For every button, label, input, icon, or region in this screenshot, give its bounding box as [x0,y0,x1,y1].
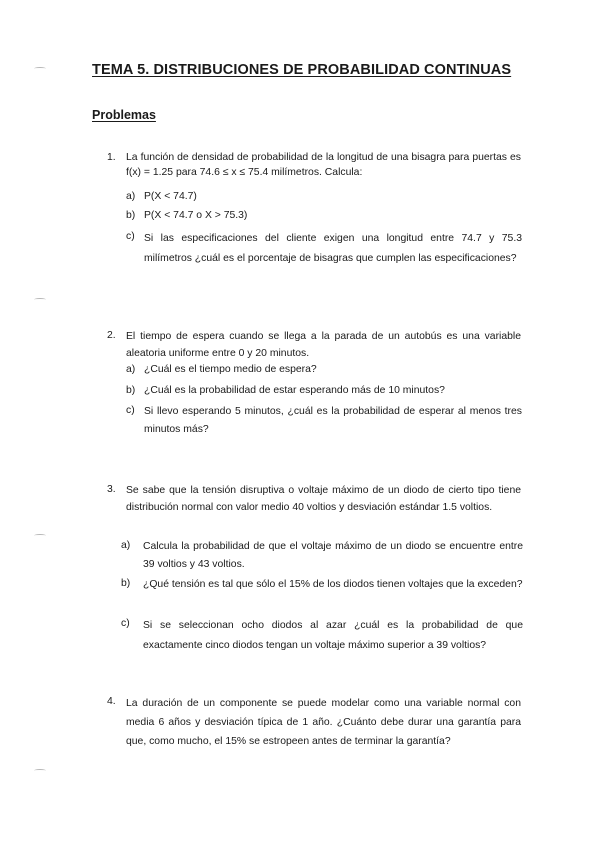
part-label: b) [126,210,136,221]
part-text: Si se seleccionan ocho diodos al azar ¿cuál es la probabilidad de que exactamente cinco diodos tengan un voltaje máximo superior a 39 voltios? [143,620,523,651]
problem-statement: Se sabe que la tensión disruptiva o voltaje máximo de un diodo de cierto tipo tiene distribución normal con valor medio 40 voltios y desviación estándar 1.5 voltios. [126,485,521,513]
part-text: Calcula la probabilidad de que el voltaje máximo de un diodo se encuentre entre 39 voltios y 43 voltios. [143,541,523,570]
problem-part [121,538,523,574]
problem-number: 3. [107,484,116,495]
problem-statement: El tiempo de espera cuando se llega a la parada de un autobús es una variable aleatoria uniforme entre 0 y 20 minutos. [126,331,521,359]
part-text: Si las especificaciones del cliente exigen una longitud entre 74.7 y 75.3 milímetros ¿cuál es el porcentaje de bisagras que cumplen las especificaciones? [144,233,522,264]
scan-mark [34,769,46,772]
problem-part [126,229,522,279]
problem-4 [107,694,527,774]
problem-part [121,616,523,656]
part-label: b) [121,578,131,589]
problem-number: 1. [107,152,116,163]
problem-1 [107,150,527,300]
part-text: P(X < 74.7) [144,191,197,202]
scan-mark [34,67,46,70]
scan-mark [34,534,46,537]
part-text: P(X < 74.7 o X > 75.3) [144,210,248,221]
problem-number: 2. [107,330,116,341]
problem-part [126,189,522,205]
part-text: ¿Cuál es la probabilidad de estar esperando más de 10 minutos? [144,385,445,396]
part-text: Si llevo esperando 5 minutos, ¿cuál es la probabilidad de esperar al menos tres minutos más? [144,406,522,435]
problem-part [126,208,522,224]
part-text: ¿Qué tensión es tal que sólo el 15% de los diodos tienen voltajes que la exceden? [143,579,523,590]
problem-3 [107,482,527,662]
part-label: c) [121,618,130,629]
part-label: a) [126,191,136,202]
problem-part [126,403,522,443]
part-label: c) [126,405,135,416]
page-title: TEMA 5. DISTRIBUCIONES DE PROBABILIDAD CONTINUAS [92,62,512,78]
part-text: ¿Cuál es el tiempo medio de espera? [144,364,317,375]
scan-mark [34,298,46,301]
problem-statement: La duración de un componente se puede modelar como una variable normal con media 6 años y desviación típica de 1 año. ¿Cuánto debe durar una garantía para que, como mucho, el 15% se estropeen antes de terminar la garantía? [126,698,521,747]
problem-statement: La función de densidad de probabilidad de la longitud de una bisagra para puertas es f(x) = 1.25 para 74.6 ≤ x ≤ 75.4 milímetros. Calcula: [126,152,521,178]
section-heading: Problemas [92,108,156,122]
part-label: a) [126,364,136,375]
part-label: b) [126,385,136,396]
problem-part [121,576,523,612]
problem-part [126,383,522,399]
part-label: a) [121,540,131,551]
problem-part [126,362,522,378]
problem-2 [107,328,527,448]
problem-number: 4. [107,696,116,707]
part-label: c) [126,231,135,242]
